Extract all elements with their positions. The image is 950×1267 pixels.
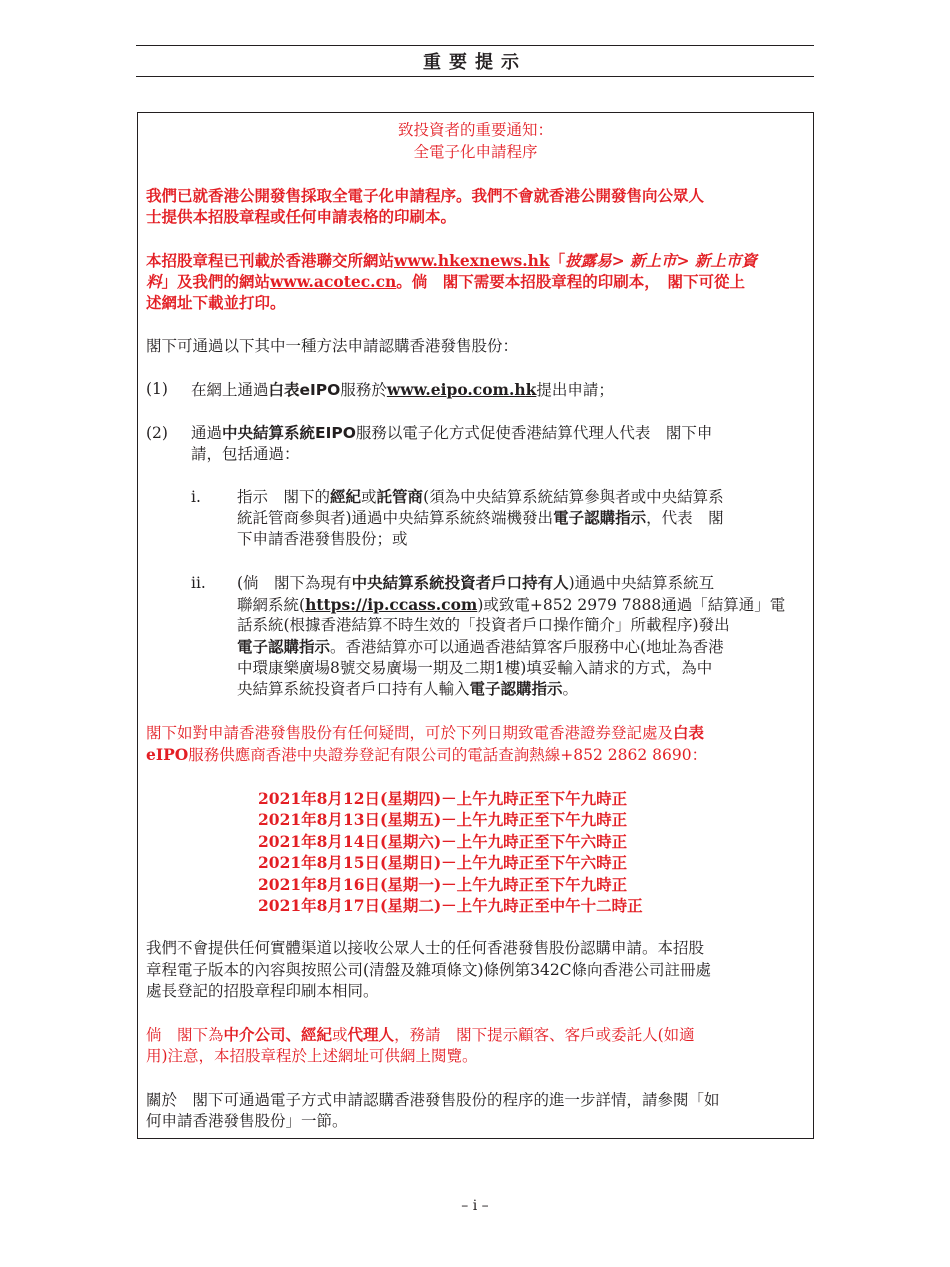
paragraph-methods: 閣下可通過以下其中一種方法申請認購香港發售股份： — [146, 337, 519, 355]
text: 經紀 — [330, 488, 362, 506]
header-bottom-rule — [136, 76, 814, 77]
text: 或 — [361, 488, 377, 506]
text: 統託管商參與者)通過中央結算系統終端機發出 — [237, 509, 554, 527]
item1-number: (1) — [146, 380, 168, 398]
text: 中介公司、經紀 — [223, 1026, 333, 1044]
text: 服務供應商香港中央證券登記有限公司的電話查詢熱線+852 2862 8690： — [188, 746, 708, 764]
header-top-rule — [136, 45, 814, 46]
text: 」及我們的網站 — [161, 272, 271, 291]
text: )通過中央結算系統互 — [568, 574, 715, 592]
text: 或 — [332, 1026, 348, 1044]
hkexnews-link[interactable]: www.hkexnews.hk — [394, 251, 550, 270]
text: 通過 — [191, 424, 223, 442]
notice-title-line1: 致投資者的重要通知： — [397, 121, 553, 139]
sub-item-i-number: i. — [191, 488, 201, 506]
text: 指示 閣下的 — [237, 488, 331, 506]
text: 。香港結算亦可以通過香港結算客戶服務中心(地址為香港 — [330, 638, 724, 656]
text: 白表eIPO — [268, 381, 341, 399]
paragraph-electronic-process-line1: 我們已就香港公開發售採取全電子化申請程序。我們不會就香港公開發售向公眾人 — [146, 186, 705, 205]
paragraph-prospectus-line2 — [146, 271, 745, 293]
text: (倘 閣下為現有 — [237, 574, 352, 592]
paragraph-enquiries-line1 — [146, 723, 704, 745]
sub-item-ii-number: ii. — [191, 574, 206, 592]
text: ，務請 閣下提示顧客、客戶或委託人(如適 — [394, 1026, 695, 1044]
text: eIPO — [146, 745, 189, 764]
text: (須為中央結算系統結算參與者或中央結算系 — [423, 488, 724, 506]
paragraph-further-details-line2: 何申請香港發售股份」一節。 — [146, 1112, 348, 1130]
sub-item-ii-line1 — [237, 573, 714, 595]
text: 倘 閣下為 — [146, 1026, 224, 1044]
eipo-link[interactable]: www.eipo.com.hk — [386, 380, 537, 399]
text: 電子認購指示 — [469, 680, 563, 698]
sub-item-ii-line3: 話系統(根據香港結算不時生效的「投資者戶口操作簡介」所載程序)發出 — [237, 616, 730, 634]
text: ，代表 閣 — [646, 509, 724, 527]
schedule-row: 2021年8月13日(星期五)－上午九時正至下午九時正 — [258, 810, 628, 829]
schedule-row: 2021年8月17日(星期二)－上午九時正至中午十二時正 — [258, 896, 643, 915]
paragraph-electronic-process-line2: 士提供本招股章程或任何申請表格的印刷本。 — [146, 207, 457, 226]
text: 在網上通過 — [191, 381, 269, 399]
schedule-row: 2021年8月14日(星期六)－上午九時正至下午六時正 — [258, 832, 628, 851]
paragraph-no-physical-channel-line2: 章程電子版本的內容與按照公司(清盤及雜項條文)條例第342C條向香港公司註冊處 — [146, 961, 712, 979]
paragraph-intermediaries-line2: 用)注意，本招股章程於上述網址可供網上閱覽。 — [146, 1047, 478, 1065]
text: 託管商 — [376, 488, 424, 506]
text: 服務以電子化方式促使香港結算代理人代表 閣下申 — [355, 424, 713, 442]
item2-number: (2) — [146, 424, 168, 442]
paragraph-further-details-line1: 關於 閣下可通過電子方式申請認購香港發售股份的程序的進一步詳情，請參閱「如 — [146, 1091, 720, 1109]
text: 白表 — [673, 724, 705, 742]
text: )或致電+852 2979 7888通過「結算通」電 — [477, 596, 786, 614]
text: 電子認購指示 — [553, 509, 647, 527]
schedule-row: 2021年8月12日(星期四)－上午九時正至下午九時正 — [258, 789, 628, 808]
notice-title-line2: 全電子化申請程序 — [413, 143, 538, 161]
text: 本招股章程已刊載於香港聯交所網站 — [146, 251, 395, 270]
sub-item-i-line2 — [237, 508, 724, 530]
page-header-title: 重要提示 — [423, 52, 527, 73]
page-number: – i – — [461, 1198, 489, 1214]
sub-item-i-line3: 下申請香港發售股份；或 — [237, 530, 408, 548]
text: 料 — [146, 272, 162, 291]
text: 中央結算系統EIPO — [222, 424, 356, 442]
schedule-row: 2021年8月15日(星期日)－上午九時正至下午六時正 — [258, 853, 628, 872]
sub-item-i-line1 — [237, 487, 724, 509]
paragraph-intermediaries-line1 — [146, 1025, 695, 1047]
ccass-link[interactable]: https://ip.ccass.com — [305, 595, 478, 614]
text: 聯網系統( — [237, 596, 306, 614]
item2-line1 — [191, 423, 712, 445]
text: 閣下如對申請香港發售股份有任何疑問，可於下列日期致電香港證券登記處及 — [146, 724, 674, 742]
schedule-row: 2021年8月16日(星期一)－上午九時正至下午九時正 — [258, 875, 628, 894]
text: 。倘 閣下需要本招股章程的印刷本， 閣下可從上 — [396, 272, 746, 291]
paragraph-no-physical-channel-line3: 處長登記的招股章程印刷本相同。 — [146, 982, 379, 1000]
text: 中央結算系統投資者戶口持有人 — [351, 574, 569, 592]
acotec-link[interactable]: www.acotec.cn — [270, 272, 397, 291]
paragraph-prospectus-line3: 述網址下載並打印。 — [146, 293, 286, 312]
item2-line2: 請，包括通過： — [191, 445, 300, 463]
paragraph-prospectus-line1 — [146, 250, 757, 272]
sub-item-ii-line2 — [237, 594, 785, 617]
paragraph-no-physical-channel-line1: 我們不會提供任何實體渠道以接收公眾人士的任何香港發售股份認購申請。本招股 — [146, 939, 705, 957]
text: 電子認購指示 — [237, 638, 331, 656]
text: 提出申請； — [536, 381, 614, 399]
text: 央結算系統投資者戶口持有人輸入 — [237, 680, 470, 698]
text: 「 — [549, 251, 566, 270]
text: 代理人 — [347, 1026, 395, 1044]
text: 披露易> 新上市> 新上市資 — [565, 251, 757, 270]
text: 。 — [562, 680, 579, 698]
sub-item-ii-line5: 中環康樂廣場8號交易廣場一期及二期1樓)填妥輸入請求的方式，為中 — [237, 659, 713, 677]
paragraph-enquiries-line2 — [146, 744, 707, 767]
sub-item-ii-line6 — [237, 679, 578, 701]
item1-text — [191, 379, 614, 402]
sub-item-ii-line4 — [237, 637, 724, 659]
text: 服務於 — [340, 381, 387, 399]
